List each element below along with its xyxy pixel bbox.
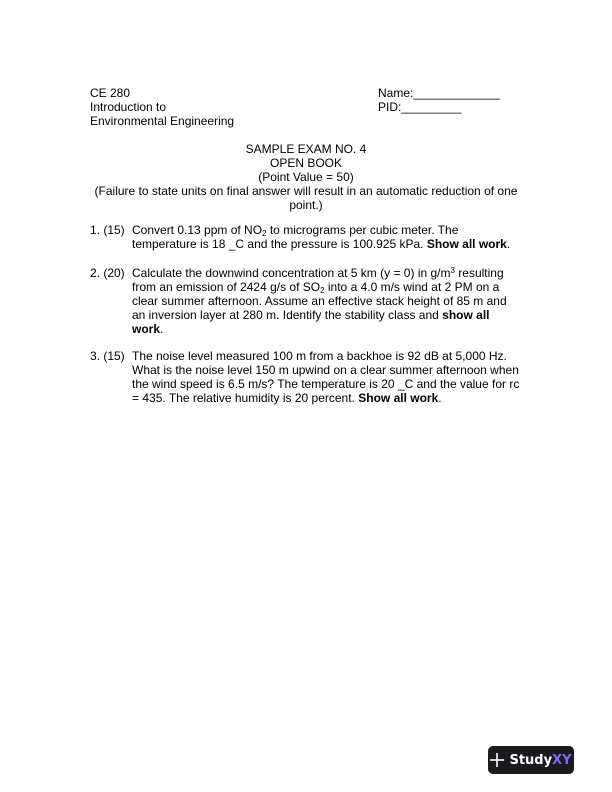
course-info (90, 86, 234, 128)
question-2 (90, 266, 530, 336)
question-text (132, 266, 530, 336)
question-number: 2. (20) (90, 266, 125, 280)
question-text (132, 223, 530, 251)
exam-title-line-2: OPEN BOOK (269, 156, 343, 170)
question-number: 1. (15) (90, 223, 125, 237)
studyxy-logo[interactable] (488, 746, 574, 774)
exam-title-line-5: point.) (289, 198, 323, 212)
question-line: Calculate the downwind concentration at 5 km (y = 0) in $g/m^3$ resulting (132, 266, 504, 280)
exam-title-line-4: (Failure to state units on final answer will result in an automatic reduction of one (94, 184, 518, 198)
plus-sparkle-icon (490, 753, 504, 767)
name-field-label: Name:_____________ (378, 86, 501, 100)
brand-name: StudyXY (509, 752, 572, 768)
course-code: CE 280 (90, 86, 131, 100)
question-line: an inversion layer at 280 m. Identify the stability class and show all (132, 308, 490, 322)
question-line: work. (132, 322, 164, 336)
question-line: from an emission of 2424 g/s of $SO_2$ into a 4.0 m/s wind at 2 PM on a (132, 280, 500, 295)
pid-field-label: PID:_________ (378, 100, 462, 114)
question-number: 3. (15) (90, 349, 125, 363)
question-line: Convert 0.13 ppm of $NO_2$ to micrograms per cubic meter. The (132, 223, 459, 238)
question-line: = 435. The relative humidity is 20 percent. Show all work. (132, 391, 442, 405)
question-line: The noise level measured 100 m from a backhoe is 92 dB at 5,000 Hz. (132, 349, 507, 363)
question-1 (90, 223, 530, 251)
course-title-line-1: Introduction to (90, 100, 167, 114)
question-3 (90, 349, 530, 405)
course-title-line-2: Environmental Engineering (90, 114, 235, 128)
question-line: the wind speed is 6.5 m/s? The temperature is 20 _C and the value for rc (132, 377, 520, 391)
question-line: clear summer afternoon. Assume an effective stack height of 85 m and (132, 294, 507, 308)
exam-title-line-1: SAMPLE EXAM NO. 4 (245, 142, 367, 156)
question-text (132, 349, 530, 405)
question-line: temperature is 18 _C and the pressure is 100.925 kPa. Show all work. (132, 237, 511, 251)
student-info (378, 86, 500, 114)
exam-title-line-3: (Point Value = 50) (258, 170, 354, 184)
question-line: What is the noise level 150 m upwind on a clear summer afternoon when (132, 363, 519, 377)
exam-title (80, 142, 532, 212)
